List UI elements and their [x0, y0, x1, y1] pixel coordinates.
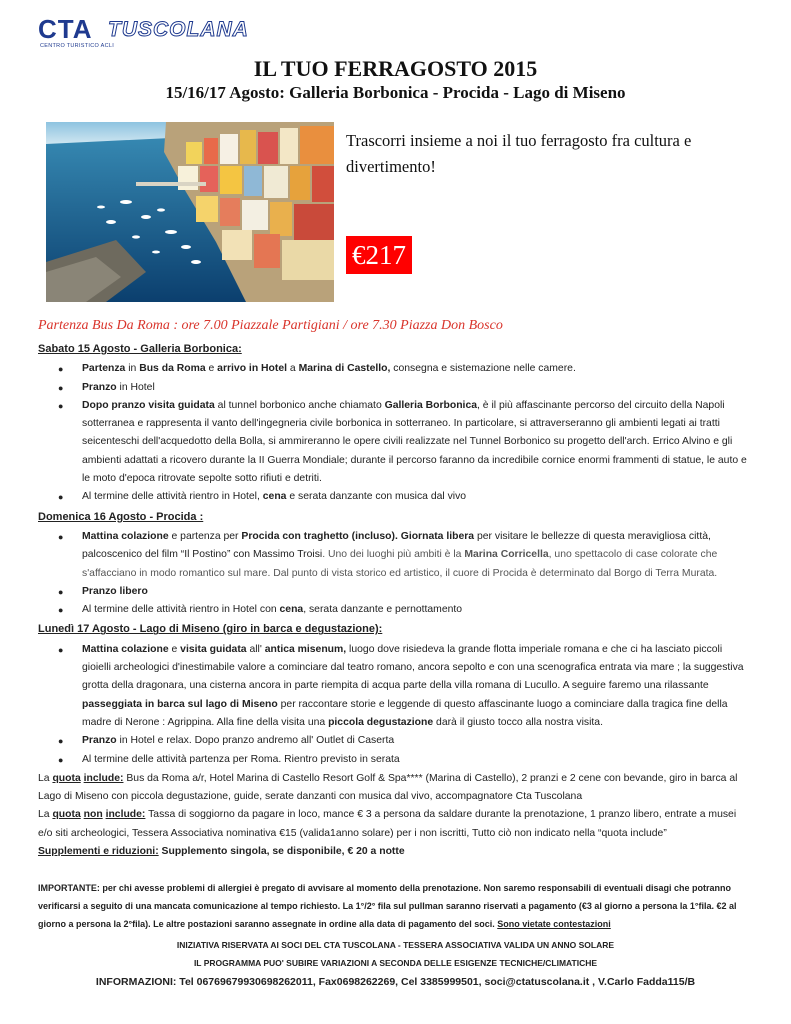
list-item: ● Al termine delle attività partenza per Roma. Rientro previsto in serata [38, 751, 750, 769]
bullet-icon: ● [58, 364, 64, 375]
list-item: ● Mattina colazione e partenza per Procida con traghetto (incluso). Giornata libera per visitare le bellezze di questa meravigliosa città, palcoscenico del film “Il Postino” con Massimo Troisi. Uno dei luoghi più ambiti è la Marina Corricella, uno spettacolo di case colorate che s'affacciano in modo romantico sul mare. Dal punto di vista storico ed artistico, il cuore di Procida è determinato dal Borgo di Terra Murata. [38, 528, 750, 583]
day1-heading: Sabato 15 Agosto - Galleria Borbonica: [38, 343, 242, 355]
footer-contacts: INFORMAZIONI: Tel 06769679930698262011, Fax0698262269, Cel 3385999501, soci@ctatuscolana.it , V.Carlo Fadda115/B [95, 976, 696, 988]
footer-line2: IL PROGRAMMA PUO' SUBIRE VARIAZIONI A SECONDA DELLE ESIGENZE TECNICHE/CLIMATICHE [193, 958, 598, 968]
day2-list [38, 528, 750, 619]
bullet-icon: ● [58, 754, 64, 765]
bullet-icon: ● [58, 644, 64, 655]
logo-cta: CTA [38, 14, 93, 44]
itinerary [38, 340, 750, 942]
procida-photo [46, 122, 334, 302]
quota-include: La quota include: Bus da Roma a/r, Hotel Marina di Castello Resort Golf & Spa**** (Marina di Castello), 2 pranzi e 2 cene con bevande, giro in barca al Lago di Miseno con piccola degustazione, guide, serate danzanti con musica dal vivo, accompagnatore Cta Tuscolana [38, 772, 738, 803]
day3-list [38, 641, 750, 769]
bullet-icon: ● [58, 382, 64, 393]
day3-heading: Lunedì 17 Agosto - Lago di Miseno (giro in barca e degustazione): [38, 623, 383, 636]
footer-line1: INIZIATIVA RISERVATA AI SOCI DEL CTA TUSCOLANA - TESSERA ASSOCIATIVA VALIDA UN ANNO SOLARE [176, 940, 615, 950]
page-subtitle: 15/16/17 Agosto: Galleria Borbonica - Procida - Lago di Miseno [165, 83, 626, 102]
list-item: ● Pranzo in Hotel [38, 379, 750, 397]
supplements: Supplementi e riduzioni: Supplemento singola, se disponibile, € 20 a notte [38, 846, 405, 858]
logo-subtitle: CENTRO TURISTICO ACLI [40, 43, 115, 49]
list-item: ● Al termine delle attività rientro in Hotel con cena, serata danzante e pernottamento [38, 601, 750, 619]
price-badge: €217 [346, 236, 412, 274]
bullet-icon: ● [58, 531, 64, 542]
important-notice: IMPORTANTE: per chi avesse problemi di allergiei è pregato di avvisare al momento della prenotazione. Non saremo responsabili di eventuali disagi che potranno verificarsi a seguito di una mancata comunicazione al tempo richiesto. La 1°/2° fila sul pullman saranno riservati a pagamento (€3 al giorno a persona la 1°fila. €2 al giorno a persona la 2°fila). Le altre postazioni saranno assegnate in ordine alla data di pagamento del soci. Sono vietate contestazioni [38, 883, 737, 930]
page-title: IL TUO FERRAGOSTO 2015 [253, 56, 538, 81]
quota-non-include: La quota non include: Tassa di soggiorno da pagare in loco, mance € 3 a persona da saldare durante la prenotazione, 1 pranzo libero, entrate a musei e/o siti archeologici, Tessera Associativa nominativa €15 (valida1anno solare) per i non iscritti, Tutto ciò non indicato nella “quota include” [38, 809, 737, 839]
bullet-icon: ● [58, 586, 64, 597]
list-item: ● Pranzo libero [38, 583, 750, 601]
intro-text: Trascorri insieme a noi il tuo ferragosto fra cultura e divertimento! [346, 131, 692, 176]
cta-tuscolana-logo [38, 14, 268, 50]
day2-heading: Domenica 16 Agosto - Procida : [38, 510, 204, 523]
logo-name: TUSCOLANA [108, 18, 249, 41]
list-item: ● Mattina colazione e visita guidata all' antica misenum, luogo dove risiedeva la grande flotta imperiale romana e che ci ha lasciato piccoli gioielli archeologici d'inestimabile valore a cominciare dal teatro romano, ancora sepolto e con una scenografica entrata via mare ; la suggestiva grotta della dragonara, una cisterna ancora in parte riempita di acqua parte della villa romana di Lucullo. A seguire faremo una rilassante passeggiata in barca sul lago di Miseno per raccontare storie e leggende di questo affascinante luogo a cominciare dalla tragica fine della madre di Nerone : Agrippina. Alla fine della visita una piccola degustazione darà il giusto tocco alla nostra visita. [38, 641, 750, 732]
bullet-icon: ● [58, 492, 64, 503]
list-item: ● Al termine delle attività rientro in Hotel, cena e serata danzante con musica dal vivo [38, 488, 750, 506]
departure-info: Partenza Bus Da Roma : ore 7.00 Piazzale Partigiani / ore 7.30 Piazza Don Bosco [38, 318, 503, 333]
list-item: ● Partenza in Bus da Roma e arrivo in Hotel a Marina di Castello, consegna e sistemazione nelle camere. [38, 360, 750, 378]
day1-list [38, 360, 750, 506]
bullet-icon: ● [58, 400, 64, 411]
bullet-icon: ● [58, 605, 64, 616]
list-item: ● Pranzo in Hotel e relax. Dopo pranzo andremo all' Outlet di Caserta [38, 732, 750, 750]
list-item: ● Dopo pranzo visita guidata al tunnel borbonico anche chiamato Galleria Borbonica, è il più affascinante percorso del circuito della Napoli sotterranea e rappresenta il vanto dell'ingegneria civile borbonica in sotterraneo. In particolare, si attraverseranno gli ambienti legati ai tratti seicenteschi dell'acquedotto della Bolla, si ammireranno le opere civili realizzate nel Tunnel Borbonico su progetto dell'arch. Errico Alvino e gli ambienti adattati a ricovero durante la II Guerra Mondiale; durante il percorso faranno da incredibile cornice enormi frammenti di statue, le auto e le moto d'epoca ritrovate sepolte sotto rifiuti e detriti. [38, 397, 750, 488]
bullet-icon: ● [58, 736, 64, 747]
